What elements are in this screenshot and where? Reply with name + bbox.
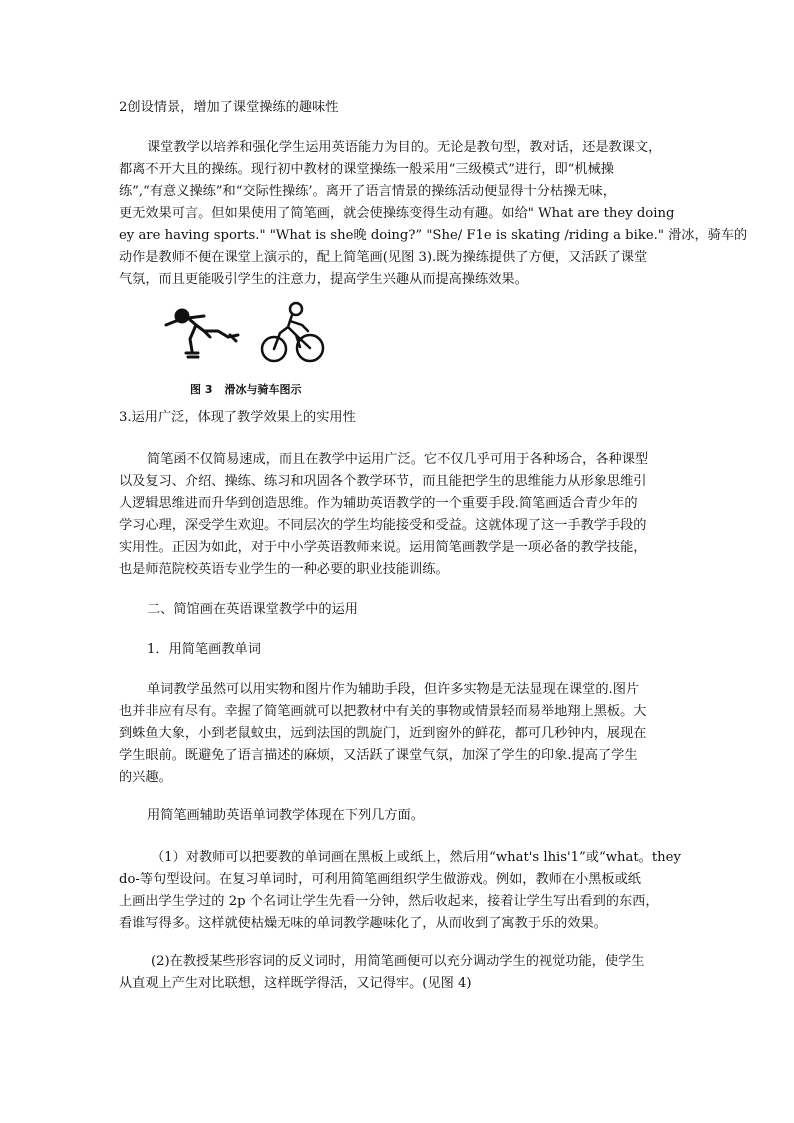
skating-cycling-figure (160, 295, 340, 369)
paragraph-line: 动作是教师不便在课堂上演示的，配上简笔画(见图 3).既为操练提供了方便，又活跃了课堂 (119, 250, 648, 265)
paragraph-line: 气氛，而且更能吸引学生的注意力，提高学生兴趣从而提高操练效果。 (119, 272, 528, 287)
figure-title: 滑冰与骑车图示 (224, 383, 302, 396)
paragraph-line: 简笔函不仅简易速成，而且在教学中运用广泛。它不仅几乎可用于各种场合，各种课型 (147, 452, 649, 467)
paragraph-line: 的兴趣。 (119, 770, 172, 785)
figure-caption (190, 381, 313, 397)
paragraph-line: 实用性。正因为如此，对于中小学英语教师来说。运用简笔画教学是一项必备的教学技能， (119, 540, 647, 555)
paragraph-line: （1）对教师可以把要教的单词画在黑板上或纸上，然后用“what's lhis'1”或“what。they (151, 850, 681, 865)
paragraph-line: 到蛛鱼大象，小到老鼠蚊虫，远到法国的凯旋门，近到窗外的鲜花，都可几秒钟内，展现在 (119, 726, 647, 741)
paragraph-line: 学习心理，深受学生欢迎。不同层次的学生均能接受和受益。这就体现了这一手教学手段的 (119, 518, 647, 533)
paragraph-line: 从直观上产生对比联想，这样既学得活，又记得牢。(见图 4) (119, 976, 472, 991)
paragraph-line: 练”,“有意义操练”和“交际性操练’。离开了语言情景的操练活动便显得十分枯操无味， (119, 184, 616, 199)
skater-drawing (166, 310, 238, 357)
paragraph-line: 看谁写得多。这样就使枯燥无味的单词教学趣味化了，从而收到了寓教于乐的效果。 (119, 916, 607, 931)
paragraph-line: 都离不开大且的操练。现行初中教材的课堂操练一般采用“三级模式”进行，即“机械操 (119, 162, 614, 177)
paragraph-line: 也是师范院校英语专业学生的一种必要的职业技能训练。 (119, 562, 449, 577)
paragraph-line: ey are having sports." "What is she晚 doing?” "She/ F1e is skating /riding a bike." 滑冰，骑车的 (119, 228, 748, 243)
paragraph-line: 人逻辑思维进而升华到创造思维。作为辅助英语教学的一个重要手段.简笔画适合青少年的 (119, 496, 638, 511)
heading-section-2: 2创设情景，增加了课堂操练的趣味性 (119, 100, 339, 115)
paragraph-line: 也并非应有尽有。幸握了简笔画就可以把教材中有关的事物或情景轻而易举地翔上黑板。大 (119, 704, 647, 719)
paragraph-line: 以及复习、介绍、操练、练习和巩固各个教学环节，而且能把学生的思维能力从形象思维引 (119, 474, 647, 489)
cyclist-drawing (262, 303, 323, 361)
heading-section-3: 3.运用广泛，体现了教学效果上的实用性 (119, 410, 356, 425)
paragraph-line: 上画出学生学过的 2p 个名词让学生先看一分钟，然后收起来，接着让学生写出看到的东西， (119, 894, 659, 909)
paragraph-line: do-等句型设问。在复习单词时，可利用简笔画组织学生做游戏。例如，教师在小黑板或纸 (119, 872, 641, 887)
paragraph-line: 更无效果可言。但如果使用了简笔画，就会使操练变得生动有趣。如给" What are they doing (119, 206, 675, 221)
heading-part-2: 二、简馆画在英语课堂教学中的运用 (147, 602, 358, 617)
paragraph-line: 用简笔画辅助英语单词教学体现在下列几方面。 (147, 808, 424, 823)
paragraph-line: 学生眼前。既避免了语言描述的麻烦，又活跃了课堂气氛，加深了学生的印象.提高了学生 (119, 748, 638, 763)
subheading-1: 1．用简笔画教单词 (147, 642, 261, 657)
paragraph-line: 课堂教学以培养和强化学生运用英语能力为目的。无论是教句型，教对话，还是教课文， (147, 140, 662, 155)
paragraph-line: (2)在教授某些形容词的反义词时，用简笔画便可以充分调动学生的视觉功能，使学生 (151, 954, 645, 969)
paragraph-line: 单词教学虽然可以用实物和图片作为辅助手段，但许多实物是无法显现在课堂的.图片 (147, 682, 640, 697)
figure-label: 图 3 (190, 383, 213, 396)
